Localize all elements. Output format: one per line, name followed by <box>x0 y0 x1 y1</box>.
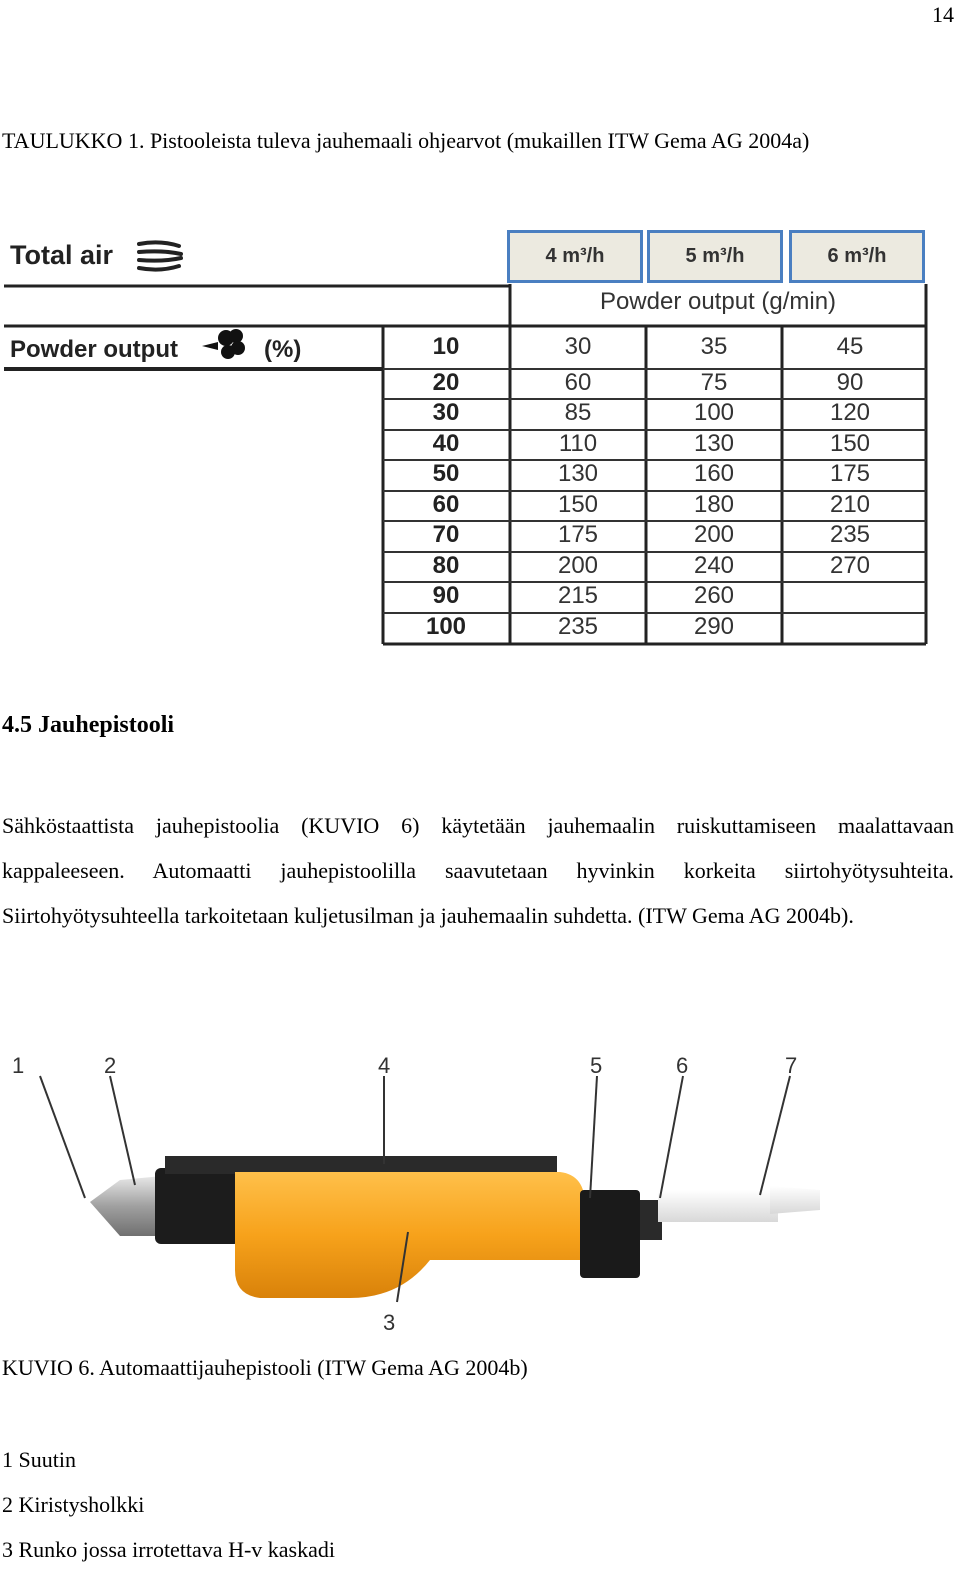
output-cell: 235 <box>557 613 599 640</box>
callout-3: 3 <box>383 1310 396 1335</box>
powder-output-label: Powder output <box>10 336 178 363</box>
powder-gun-figure <box>0 1040 960 1340</box>
gun-body <box>235 1172 585 1298</box>
output-cell: 180 <box>693 491 735 518</box>
percent-cell: 20 <box>432 369 460 396</box>
output-cell: 120 <box>829 399 871 426</box>
output-cell: 130 <box>557 460 599 487</box>
output-cell: 175 <box>557 521 599 548</box>
output-cell: 100 <box>693 399 735 426</box>
body-paragraph: Sähköstaattista jauhepistoolia (KUVIO 6) käytetään jauhemaalin ruiskuttamiseen maalattavaan kappaleeseen. Automaatti jauhepistoolilla saavutetaan hyvinkin korkeita siirtohyötysuhteita. Siirtohyötysuhteella tarkoitetaan kuljetusilman ja jauhemaalin suhdetta. (ITW Gema AG 2004b). <box>2 813 954 928</box>
table-caption: TAULUKKO 1. Pistooleista tuleva jauhemaali ohjearvot (mukaillen ITW Gema AG 2004a) <box>2 128 810 153</box>
output-cell: 175 <box>829 460 871 487</box>
powder-cloud-icon <box>200 326 248 362</box>
legend-item-2: 2 Kiristysholkki <box>2 1492 145 1517</box>
legend-item-3: 3 Runko jossa irrotettava H-v kaskadi <box>2 1537 335 1562</box>
percent-cell: 80 <box>432 552 460 579</box>
output-cell: 35 <box>700 333 728 360</box>
air-header-4: 4 m³/h <box>507 230 643 283</box>
percent-cell: 100 <box>425 613 467 640</box>
callout-5: 5 <box>590 1053 603 1078</box>
air-header-6: 6 m³/h <box>789 230 925 283</box>
output-cell: 210 <box>829 491 871 518</box>
percent-cell: 50 <box>432 460 460 487</box>
top-rail <box>165 1156 557 1174</box>
output-cell: 200 <box>557 552 599 579</box>
output-cell: 160 <box>693 460 735 487</box>
percent-cell: 70 <box>432 521 460 548</box>
air-header-5: 5 m³/h <box>647 230 783 283</box>
output-cell: 75 <box>700 369 728 396</box>
output-cell: 45 <box>836 333 864 360</box>
output-cell: 60 <box>564 369 592 396</box>
output-cell: 130 <box>693 430 735 457</box>
figure-caption: KUVIO 6. Automaattijauhepistooli (ITW Gema AG 2004b) <box>2 1355 528 1380</box>
callout-2: 2 <box>104 1053 117 1078</box>
output-cell: 200 <box>693 521 735 548</box>
percent-cell: 90 <box>432 582 460 609</box>
output-cell: 90 <box>836 369 864 396</box>
legend-item-1: 1 Suutin <box>2 1447 76 1472</box>
output-cell: 30 <box>564 333 592 360</box>
output-cell: 240 <box>693 552 735 579</box>
output-cell: 290 <box>693 613 735 640</box>
output-cell: 260 <box>693 582 735 609</box>
callout-7: 7 <box>785 1053 798 1078</box>
callout-4: 4 <box>378 1053 391 1078</box>
percent-cell: 30 <box>432 399 460 426</box>
callout-6: 6 <box>676 1053 689 1078</box>
hose-fitting <box>658 1186 820 1222</box>
output-cell: 235 <box>829 521 871 548</box>
total-air-label: Total air <box>10 240 114 270</box>
nozzle <box>90 1176 162 1236</box>
output-cell: 215 <box>557 582 599 609</box>
airflow-icon <box>135 238 185 274</box>
callout-1: 1 <box>12 1053 25 1078</box>
tightening-sleeve <box>155 1168 240 1244</box>
powder-output-gmin-header: Powder output (g/min) <box>599 288 837 315</box>
percent-cell: 40 <box>432 430 460 457</box>
percent-cell: 60 <box>432 491 460 518</box>
output-cell: 110 <box>558 430 598 457</box>
output-cell: 85 <box>564 399 592 426</box>
output-cell: 150 <box>557 491 599 518</box>
percent-cell: 10 <box>432 333 460 360</box>
page-number: 14 <box>932 2 954 27</box>
section-heading: 4.5 Jauhepistooli <box>2 712 175 738</box>
percent-label: (%) <box>264 336 302 363</box>
output-cell: 150 <box>829 430 871 457</box>
connector <box>580 1190 662 1278</box>
output-cell: 270 <box>829 552 871 579</box>
